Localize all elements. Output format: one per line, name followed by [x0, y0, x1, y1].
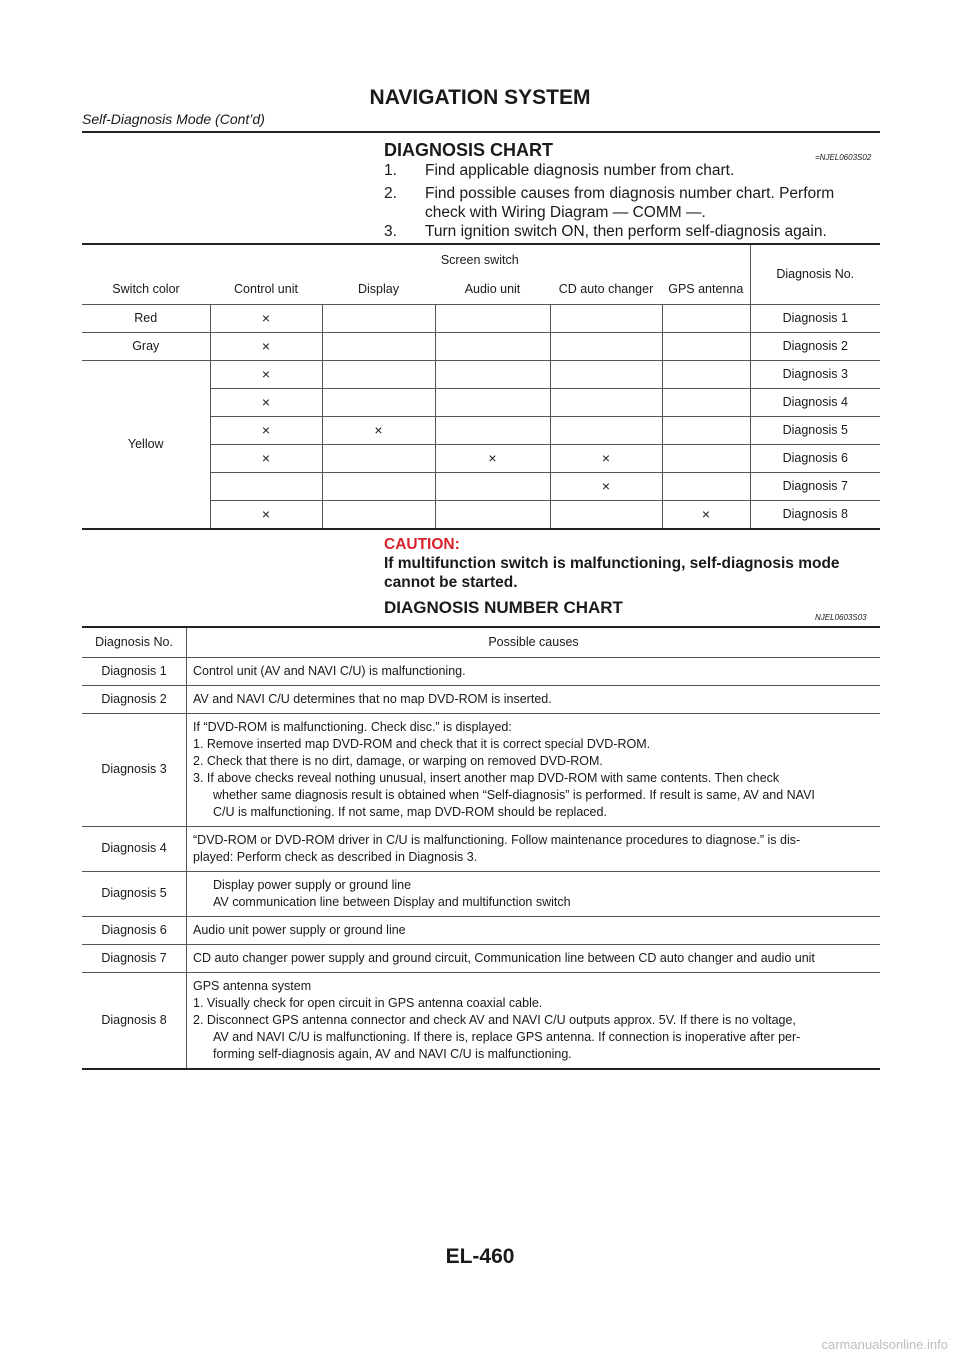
- table-row: Red × Diagnosis 1: [82, 304, 880, 332]
- table-row: Diagnosis 4 “DVD-ROM or DVD-ROM driver in C/U is malfunctioning. Follow maintenance procedures to diagnose.” is dis- played: Perform check as described in Diagnosis 3.: [82, 826, 880, 871]
- diagnosis-number-table: [82, 626, 880, 1070]
- step-3: 3. Turn ignition switch ON, then perform self-diagnosis again.: [384, 223, 827, 240]
- table-row: Diagnosis 8 GPS antenna system 1. Visually check for open circuit in GPS antenna coaxial cable. 2. Disconnect GPS antenna connector and check AV and NAVI C/U outputs approx. 5V. If there is no voltage, AV and NAVI C/U is malfunctioning. If there is, replace GPS antenna. If connection is inoperative after per- forming self-diagnosis again, AV and NAVI C/U is malfunctioning.: [82, 972, 880, 1069]
- watermark: carmanualsonline.info: [821, 1337, 948, 1352]
- diagnosis-number-chart-title: DIAGNOSIS NUMBER CHART: [384, 598, 623, 617]
- col-control-unit: Control unit: [210, 274, 322, 304]
- diagnosis-no-header: Diagnosis No.: [750, 244, 880, 304]
- table-row: × Diagnosis 7: [82, 472, 880, 500]
- col-gps-antenna: GPS antenna: [662, 274, 750, 304]
- col-display: Display: [322, 274, 435, 304]
- page-number: EL-460: [445, 1245, 515, 1268]
- col-switch-color: Switch color: [82, 274, 210, 304]
- col-possible-causes: Possible causes: [187, 627, 881, 657]
- col-diagnosis-no: Diagnosis No.: [82, 627, 187, 657]
- diagnosis-chart-title: DIAGNOSIS CHART: [384, 140, 554, 160]
- table-row: × Diagnosis 4: [82, 388, 880, 416]
- table-row: Gray × Diagnosis 2: [82, 332, 880, 360]
- table-row: × × Diagnosis 8: [82, 500, 880, 529]
- screen-switch-header: Screen switch: [210, 244, 750, 274]
- table-row: Yellow × Diagnosis 3: [82, 360, 880, 388]
- table-row: Diagnosis 3 If “DVD-ROM is malfunctioning. Check disc.” is displayed: 1. Remove inserted map DVD-ROM and check that it is correct special DVD-ROM. 2. Check that there is no dirt, damage, or warping on removed DVD-ROM. 3. If above checks reveal nothing unusual, insert another map DVD-ROM with same contents. Then check whether same diagnosis result is obtained when “Self-diagnosis” is performed. If result is same, AV and NAVI C/U is malfunctioning. If not same, map DVD-ROM should be replaced.: [82, 713, 880, 826]
- table-row: Diagnosis 7 CD auto changer power supply and ground circuit, Communication line between CD auto changer and audio unit: [82, 944, 880, 972]
- page-header-title: NAVIGATION SYSTEM: [369, 86, 591, 109]
- table-row: Diagnosis 5 Display power supply or ground line AV communication line between Display and multifunction switch: [82, 871, 880, 916]
- table-row: Diagnosis 6 Audio unit power supply or ground line: [82, 916, 880, 944]
- step-1: 1. Find applicable diagnosis number from chart.: [384, 162, 735, 179]
- table-row: × × × Diagnosis 6: [82, 444, 880, 472]
- table-row: Diagnosis 1 Control unit (AV and NAVI C/U) is malfunctioning.: [82, 657, 880, 685]
- page-header-subtitle: Self-Diagnosis Mode (Cont’d): [82, 111, 265, 127]
- caution-label: CAUTION:: [384, 536, 460, 553]
- table-row: Diagnosis 2 AV and NAVI C/U determines that no map DVD-ROM is inserted.: [82, 685, 880, 713]
- diagnosis-number-chart-ref: NJEL0603S03: [815, 613, 867, 622]
- caution-text: If multifunction switch is malfunctioning, self-diagnosis mode cannot be started.: [384, 555, 840, 591]
- diagnosis-chart-table: [82, 243, 880, 530]
- table-row: × × Diagnosis 5: [82, 416, 880, 444]
- col-audio-unit: Audio unit: [435, 274, 550, 304]
- header-divider: [82, 131, 880, 133]
- diagnosis-chart-ref: =NJEL0603S02: [815, 153, 872, 162]
- step-2: 2. Find possible causes from diagnosis number chart. Perform check with Wiring Diagram — COMM —.: [384, 185, 835, 221]
- col-cd-auto-changer: CD auto changer: [550, 274, 662, 304]
